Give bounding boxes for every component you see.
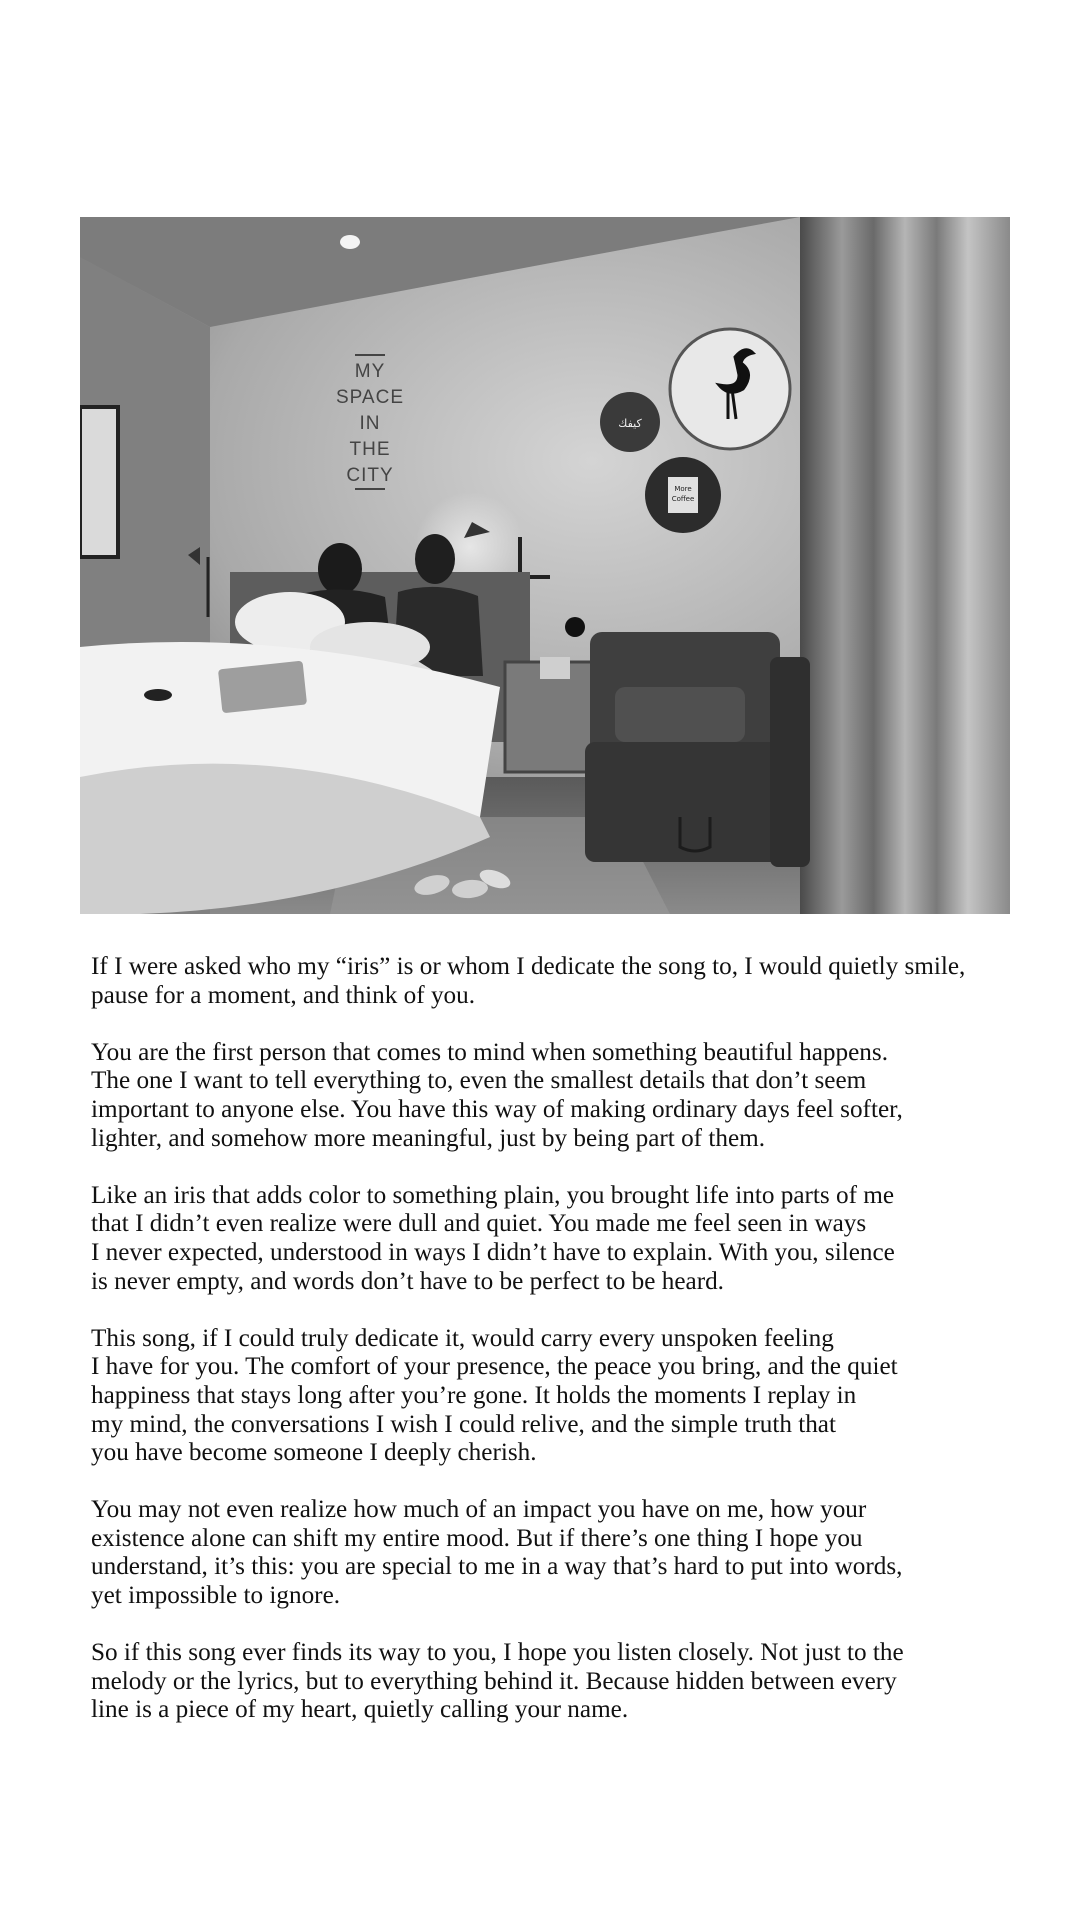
badge-text: Coffee: [671, 495, 695, 503]
badge-text: كيفك: [618, 417, 642, 430]
letter-paragraph: You may not even realize how much of an impact you have on me, how your existence alone can shift my entire mood. But if there’s one thing I hope you understand, it’s this: you are special to me in a way that’s hard to put into words, yet impossible to ignore.: [91, 1496, 903, 1610]
wall-text-line: CITY: [346, 465, 394, 486]
armchair: [585, 632, 810, 867]
dedication-letter: [91, 953, 1011, 1754]
picture-frame: [80, 407, 118, 557]
laptop: [218, 661, 307, 714]
letter-paragraph: You are the first person that comes to mind when something beautiful happens. The one I want to tell everything to, even the smallest details that don’t seem important to anyone else. You have this way of making ordinary days feel softer, lighter, and somehow more meaningful, just by being part of them.: [91, 1038, 903, 1152]
tissue-box: [540, 657, 570, 679]
hotel-room-photo: [80, 217, 1010, 914]
phone: [144, 689, 172, 701]
cushion: [615, 687, 745, 742]
hotel-room-illustration: [80, 217, 1010, 914]
badge-text: More: [674, 485, 692, 493]
ceiling-light: [340, 235, 360, 249]
letter-paragraph: So if this song ever finds its way to you, I hope you listen closely. Not just to the melody or the lyrics, but to everything behind it. Because hidden between every line is a piece of my heart, quietly calling your name.: [91, 1639, 904, 1724]
wall-text-line: MY: [354, 361, 386, 382]
wall-text-line: THE: [349, 439, 391, 460]
curtain: [800, 217, 1010, 914]
letter-paragraph: This song, if I could truly dedicate it, would carry every unspoken feeling I have for you. The comfort of your presence, the peace you bring, and the quiet happiness that stays long after you’re gone. It holds the moments I replay in my mind, the conversations I wish I could relive, and the simple truth that you have become someone I deeply cherish.: [91, 1324, 898, 1467]
letter-paragraph: If I were asked who my “iris” is or whom I dedicate the song to, I would quietly smile, pause for a moment, and think of you.: [91, 953, 966, 1009]
letter-paragraph: Like an iris that adds color to something plain, you brought life into parts of me that I didn’t even realize were dull and quiet. You made me feel seen in ways I never expected, understood in ways I didn’t have to explain. With you, silence is never empty, and words don’t have to be perfect to be heard.: [91, 1181, 895, 1295]
wall-text-line: SPACE: [335, 387, 405, 408]
wall-text-line: IN: [359, 413, 381, 434]
